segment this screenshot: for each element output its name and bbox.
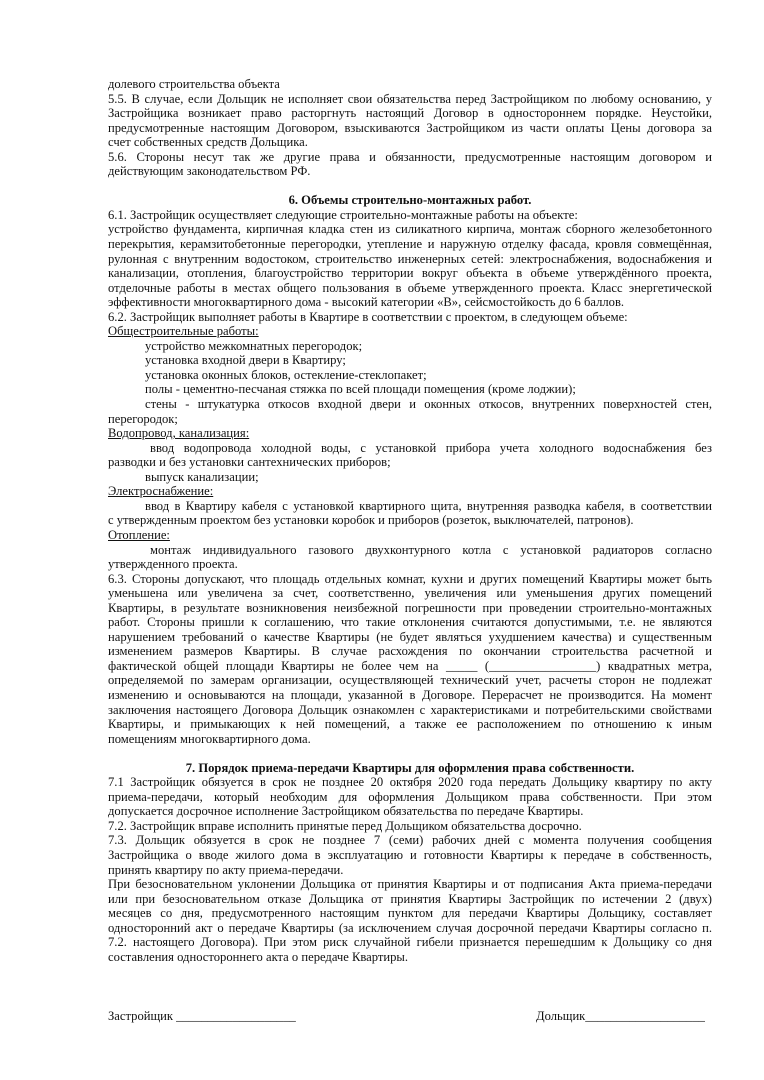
text-line: изменением размеров Квартиры. В случае расхождения по окончании строительства расчетной и [108, 644, 712, 659]
text-line: 6. Объемы строительно-монтажных работ. [288, 193, 532, 208]
text-line: При безосновательном уклонении Дольщика от принятия Квартиры и от подписания Акта приема-передачи [108, 877, 712, 892]
text-line: изменению и основываются на площади, указанной в Договоре. Перерасчет не производится. На момент [108, 687, 712, 702]
paragraph [108, 310, 712, 325]
text-line: Общестроительные работы: [108, 324, 259, 339]
text-line: 7.3. Дольщик обязуется в срок не позднее 7 (семи) рабочих дней с момента получения сообщения [108, 833, 712, 848]
paragraph [108, 441, 712, 470]
text-line: 6.3. Стороны допускают, что площадь отдельных комнат, кухни и других помещений Квартиры может быть [108, 571, 712, 586]
paragraph [108, 222, 712, 309]
text-line: определяемой по замерам организации, осуществляющей технический учет, расчеты сторон не подлежат [108, 673, 712, 688]
text-line: или при безосновательном отказе Дольщика от принятия Квартиры Застройщик по истечении 2 (двух) [108, 891, 712, 906]
text-line: перегородок; [108, 411, 178, 426]
text-line: канализации, отопления, благоустройство территории вокруг объекта в объеме утверждённого проекта, [108, 266, 712, 281]
participant-signature-line: Дольщик___________________ [536, 1009, 705, 1023]
paragraph [108, 775, 712, 819]
paragraph [108, 819, 712, 834]
text-line: 7. Порядок приема-передачи Квартиры для оформления права собственности. [185, 760, 635, 775]
text-line: 7.2. Застройщик вправе исполнить принятые перед Дольщиком обязательства досрочно. [108, 818, 582, 833]
text-line: ввод водопровода холодной воды, с установкой прибора учета холодного водоснабжения без [150, 440, 712, 455]
text-line: односторонний акт о передаче Квартиры (за исключением случая досрочной передачи Квартиры согласно п. [108, 920, 712, 935]
text-line: рулонная с внутренним водостоком, строительство инженерных сетей: электроснабжения, водоснабжения и [108, 251, 712, 266]
text-line: установка оконных блоков, остекление-стеклопакет; [145, 367, 427, 382]
text-line: Отопление: [108, 527, 170, 542]
paragraph [108, 470, 712, 485]
section-heading [108, 761, 712, 776]
text-line: установка входной двери в Квартиру; [145, 353, 346, 368]
paragraph [108, 368, 712, 383]
text-line: составления одностороннего акта о передаче Квартиры. [108, 949, 409, 964]
text-line: с утвержденным проектом без установки коробок и приборов (розеток, выключателей, патронов). [108, 513, 634, 528]
text-line: Электроснабжение: [108, 484, 214, 499]
paragraph [108, 382, 712, 397]
paragraph [108, 877, 712, 964]
text-line: эффективности многоквартирного дома - высокий категории «В», сейсмостойкость до 6 баллов. [108, 295, 625, 310]
subsection-heading [108, 324, 712, 339]
text-line: заключения настоящего Договора Дольщик ознакомлен с характеристиками и потребительскими свойствами [108, 702, 712, 717]
text-line: 6.1. Застройщик осуществляет следующие строительно-монтажные работы на объекте: [108, 207, 578, 222]
text-line: Квартиры, и примыкающих к ней помещений, а также ее расположением по отношению к иным [108, 717, 712, 732]
text-line: отделочные работы в местах общего пользования в объеме утвержденного проекта. Класс энергетической [108, 280, 712, 295]
paragraph [108, 572, 712, 747]
text-line: монтаж индивидуального газового двухконтурного котла с установкой радиаторов согласно [150, 542, 712, 557]
subsection-heading [108, 528, 712, 543]
text-line: перекрытия, керамзитобетонные перегородки, утепление и наружную отделку фасада, кровля совмещённая, [108, 237, 712, 252]
paragraph [108, 499, 712, 528]
text-line: фактической общей площади Квартиры не более чем на _____ (_________________) квадратных метра, [108, 658, 712, 673]
text-line: 7.1 Застройщик обязуется в срок не позднее 20 октября 2020 года передать Дольщику квартиру по акту [108, 775, 712, 790]
paragraph [108, 543, 712, 572]
text-line: разводки и без установки сантехнических приборов; [108, 455, 391, 470]
section-heading [108, 193, 712, 208]
text-line: допускается досрочное исполнение Застройщиком обязательства по передаче Квартиры. [108, 804, 584, 819]
text-line: действующим законодательством РФ. [108, 164, 311, 179]
text-line: 5.5. В случае, если Дольщик не исполняет свои обязательства перед Застройщиком по любому основанию, у [108, 91, 712, 106]
text-line: счет собственных средств Дольщика. [108, 135, 308, 150]
subsection-heading [108, 484, 712, 499]
text-line: нарушением требований о качестве Квартиры (не будет являться ухудшением качества) и существенным [108, 629, 712, 644]
text-line: Квартиры, в результате возникновения неизбежной погрешности при проведении строительно-монтажных [108, 600, 712, 615]
text-line: 5.6. Стороны несут так же другие права и обязанности, предусмотренные настоящим договором и [108, 149, 712, 164]
text-line: долевого строительства объекта [108, 77, 280, 91]
paragraph [108, 397, 712, 426]
paragraph [108, 77, 712, 92]
text-line: Застройщика возникает право расторгнуть настоящий Договор в одностороннем порядке. Неустойки, [108, 106, 712, 121]
paragraph [108, 353, 712, 368]
text-line: месяцев со дня, предусмотренного настоящим пунктом для передачи Квартиры Дольщику, составляет [108, 906, 712, 921]
paragraph [108, 208, 712, 223]
blank-line [108, 746, 712, 761]
text-line: приема-передачи, который необходим для оформления Дольщиком права собственности. При этом [108, 789, 712, 804]
paragraph [108, 92, 712, 150]
text-line: стены - штукатурка откосов входной двери и оконных откосов, внутренних поверхностей стен, [145, 397, 712, 412]
text-line: 6.2. Застройщик выполняет работы в Квартире в соответствии с проектом, в следующем объеме: [108, 309, 628, 324]
text-line: помещениям многоквартирного дома. [108, 731, 311, 746]
text-line: работ. Стороны пришли к соглашению, что такие отклонения считаются допустимыми, т.е. не являются [108, 615, 712, 630]
blank-line [108, 179, 712, 194]
paragraph [108, 339, 712, 354]
text-line: выпуск канализации; [145, 469, 259, 484]
text-line: устройство межкомнатных перегородок; [145, 338, 363, 353]
paragraph [108, 150, 712, 179]
text-line: утвержденного проекта. [108, 557, 238, 572]
paragraph [108, 833, 712, 877]
text-line: Водопровод, канализация: [108, 426, 250, 441]
text-line: 7.2. настоящего Договора). При этом риск случайной гибели признается перешедшим к Дольщику со дня [108, 935, 712, 950]
text-line: полы - цементно-песчаная стяжка по всей площади помещения (кроме лоджии); [145, 382, 576, 397]
text-line: ввод в Квартиру кабеля с установкой квартирного щита, внутренняя разводка кабеля, в соответствии [145, 498, 712, 513]
text-line: уменьшена или увеличена за счет, соответственно, увеличения или уменьшения других помещений [108, 586, 712, 601]
text-line: предусмотренные настоящим Договором, взыскиваются Застройщиком из части оплаты Цены договора за [108, 120, 712, 135]
text-line: устройство фундамента, кирпичная кладка стен из силикатного кирпича, монтаж сборного железобетонного [108, 222, 712, 237]
document-page [108, 77, 712, 964]
developer-signature-line: Застройщик ___________________ [108, 1009, 296, 1023]
text-line: принять квартиру по акту приема-передачи. [108, 862, 344, 877]
subsection-heading [108, 426, 712, 441]
text-line: Застройщика о вводе жилого дома в эксплуатацию и готовности Квартиры к передаче в собственность, [108, 847, 712, 862]
